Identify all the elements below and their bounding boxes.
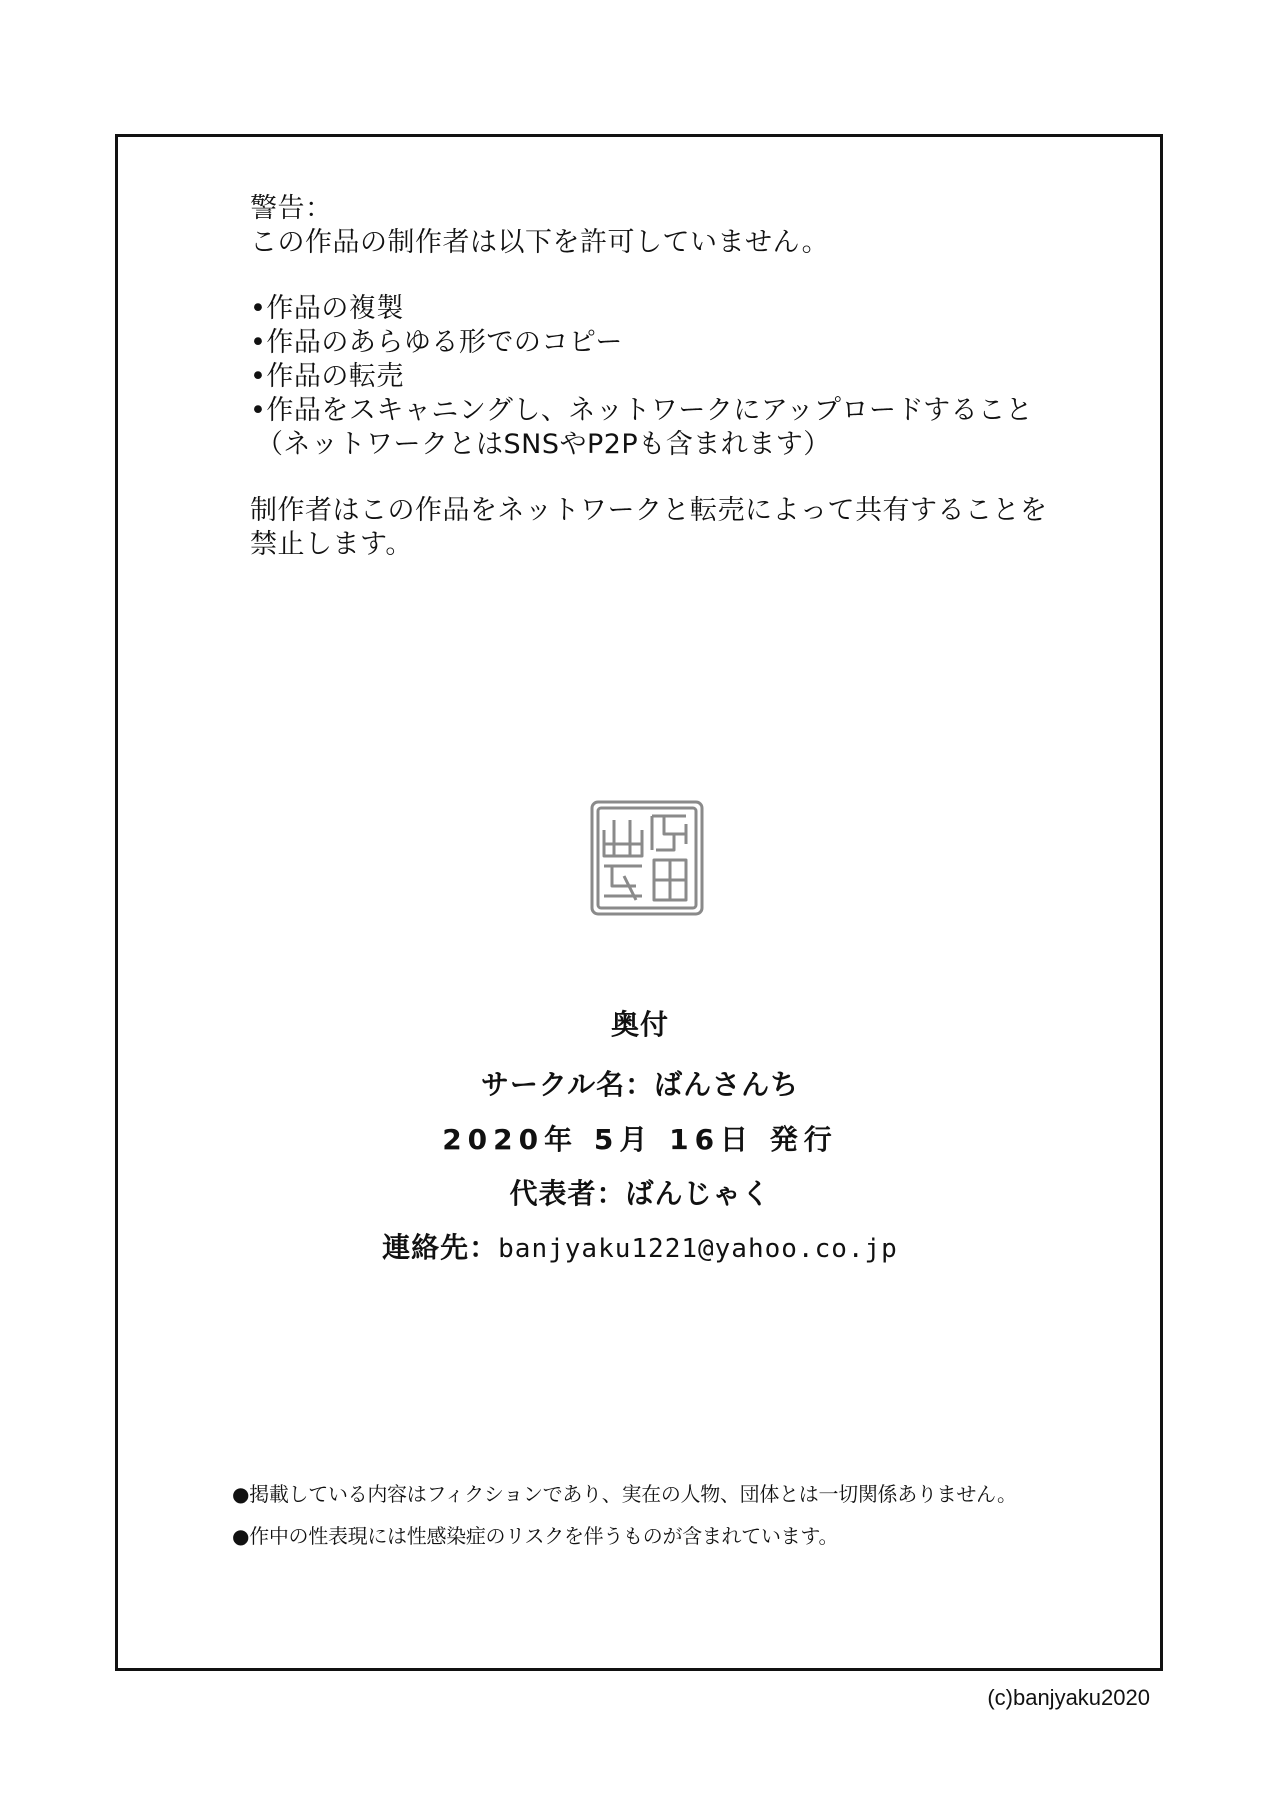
- warning-item-note: （ネットワークとはSNSやP2Pも含まれます）: [256, 429, 831, 460]
- spacer: [250, 260, 1110, 292]
- colophon-title: 奥付: [610, 1008, 669, 1041]
- representative: 代表者：ばんじゃく: [509, 1177, 771, 1210]
- disclaimer-fiction: ●掲載している内容はフィクションであり、実在の人物、団体とは一切関係ありません。: [232, 1482, 1017, 1506]
- warning-closing-line-1: 制作者はこの作品をネットワークと転売によって共有することを: [250, 495, 1048, 526]
- disclaimer-health: ●作中の性表現には性感染症のリスクを伴うものが含まれています。: [232, 1524, 839, 1548]
- warning-closing-line-2: 禁止します。: [250, 529, 413, 560]
- warning-item-any-copy: •作品のあらゆる形でのコピー: [250, 327, 623, 358]
- contact-label: 連絡先：: [382, 1231, 499, 1264]
- warning-item-resale: •作品の転売: [250, 361, 404, 392]
- warning-heading: 警告：: [250, 193, 333, 224]
- warning-intro: この作品の制作者は以下を許可していません。: [250, 227, 830, 258]
- seal-stamp-icon: [590, 800, 704, 916]
- disclaimer-notes: [232, 1473, 1017, 1557]
- warning-block: [250, 192, 1110, 562]
- spacer: [250, 462, 1110, 494]
- contact-email: banjyaku1221@yahoo.co.jp: [498, 1234, 898, 1264]
- warning-item-upload: •作品をスキャニングし、ネットワークにアップロードすること: [250, 395, 1034, 426]
- warning-item-copy: •作品の複製: [250, 293, 404, 324]
- publication-date: 2020年 5月 16日 発行: [442, 1123, 838, 1156]
- contact-line: [0, 1226, 1280, 1266]
- copyright-notice: (c)banjyaku2020: [987, 1685, 1150, 1710]
- circle-name: サークル名：ばんさんち: [480, 1068, 800, 1101]
